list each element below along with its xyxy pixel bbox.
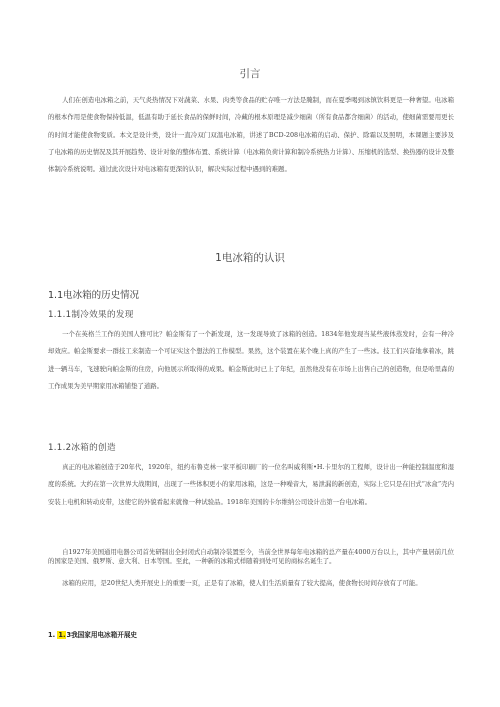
intro-paragraph: 人们在创造电冰箱之前，天气炎热情况下对蔬菜、水果、肉类等食品的贮存唯一方法是腌制，而在夏季喝到冰镇饮料更是一种奢望。电冰箱的根本作用是使食物保持低温，低温有助于延长食品的保鲜时间，冷藏的根本原理是减少细菌（所有食品都含细菌）的活动，使细菌需要用更长的时间才能使食物变质。本文是设计类，设计一直冷双门双温电冰箱，讲述了BCD-208电冰箱的启动、保护、除霜以及照明，本课题主要涉及了电冰箱的历史情况及其开展趋势、设计对象的整体布置、系统计算（电冰箱负荷计算和制冷系统热力计算）、压缩机的选型、换热器的设计及整体制冷系统说明。通过此次设计对电冰箱有更深的认识，解决实际过程中遇到的难题。 — [48, 96, 454, 174]
section-1-3-heading — [48, 629, 137, 639]
section-1-3-title: 3我国家用电冰箱开展史 — [66, 631, 138, 639]
subsection-1-1-2-paragraph-3: 冰箱的应用，是20世纪人类开展史上的重要一页，正是有了冰箱，使人们生活质量有了较大提高，使食物长时间存放有了可能。 — [62, 579, 422, 587]
intro-heading: 引言 — [239, 68, 261, 80]
subsection-1-1-2-heading: 1.1.2冰箱的创造 — [48, 443, 116, 453]
subsection-1-1-1-paragraph: 一个在英格兰工作的美国人雅可比？帕金斯有了一个新发现，这一发现导致了冰箱的创造。1834年他发现当某些液体蒸发时，会有一种冷却效应。帕金斯要求一群技工来制造一个可证实这个想法的工作模型。果然，这个装置在某个晚上真的产生了一些冰。技工们兴奋地拿着冰，跳进一辆马车，飞速驶向帕金斯的住房，向他展示所取得的成果。帕金斯此时已上了年纪，虽然他没有在市场上出售自己的创造物，但是哈里森的工作成果为美早期家用冰箱铺垫了道路。 — [48, 330, 454, 390]
subsection-1-1-1-heading: 1.1.1制冷效果的发现 — [48, 310, 134, 320]
section-1-3-number-prefix: 1. — [48, 631, 56, 639]
chapter-1-heading: 1电冰箱的认识 — [215, 252, 285, 264]
subsection-1-1-2-paragraph-2: 自1927年美国通用电器公司首先研制出全封闭式自动制冷装置至今，当前全世界每年电冰箱的总产量在4000万台以上，其中产量居前几位的国家是美国、俄罗斯、意大利、日本等国。至此，一种新的冰箱式样随着到处可见的商标名诞生了。 — [48, 548, 454, 566]
section-1-1-heading: 1.1电冰箱的历史情况 — [48, 290, 140, 301]
subsection-1-1-2-paragraph-1: 真正的电冰箱创造于20年代，1920年，纽约布鲁克林一家平板印刷厂的一位名叫威利斯•H.卡里尔的工程师，设计出一种能控制温度和湿度的系统。大约在第一次世界大战期间，出现了一些体积更小的家用冰箱，这是一种噪音大，易泄漏的新创造，实际上它只是在旧式“冰盒”壳内安装上电机和转动皮带，这使它的外貌看起来就像一种试验品。1918年美国的卡尔维纳公司设计出第一台电冰箱。 — [48, 463, 454, 506]
section-1-3-number-highlight: 1. — [58, 631, 66, 639]
